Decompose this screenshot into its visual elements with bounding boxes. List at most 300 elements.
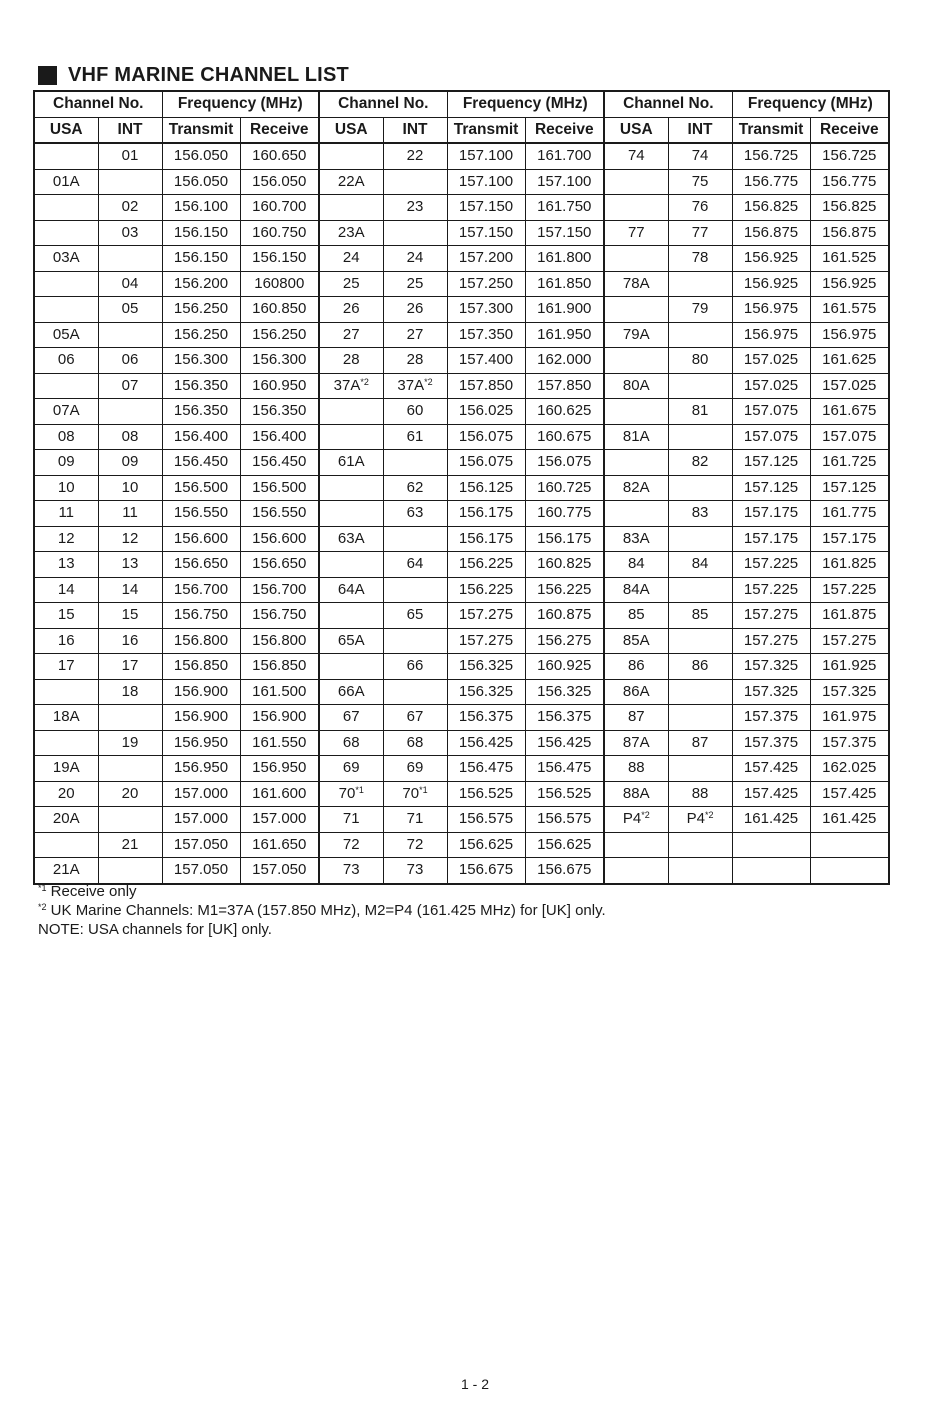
usa-cell: 87 [604, 705, 668, 731]
receive-cell: 156.900 [240, 705, 319, 731]
usa-cell: 61A [319, 450, 383, 476]
int-cell: 27 [383, 322, 447, 348]
transmit-cell: 157.050 [162, 858, 240, 884]
receive-cell: 156.450 [240, 450, 319, 476]
receive-cell: 160.825 [525, 552, 604, 578]
usa-cell [34, 832, 98, 858]
receive-cell: 156.725 [810, 143, 889, 169]
receive-cell: 156.550 [240, 501, 319, 527]
usa-cell [604, 807, 668, 833]
usa-cell: 03A [34, 246, 98, 272]
table-row [34, 220, 889, 246]
transmit-cell: 156.500 [162, 475, 240, 501]
header-frequency: Frequency (MHz) [732, 91, 889, 117]
header-usa: USA [319, 117, 383, 143]
receive-cell: 157.100 [525, 169, 604, 195]
receive-cell: 161.525 [810, 246, 889, 272]
transmit-cell: 156.125 [447, 475, 525, 501]
transmit-cell: 157.075 [732, 399, 810, 425]
table-row [34, 858, 889, 884]
int-cell [98, 756, 162, 782]
int-cell [668, 832, 732, 858]
transmit-cell: 157.400 [447, 348, 525, 374]
receive-cell: 156.700 [240, 577, 319, 603]
transmit-cell: 157.025 [732, 348, 810, 374]
transmit-cell: 157.125 [732, 450, 810, 476]
transmit-cell: 157.250 [447, 271, 525, 297]
header-receive: Receive [240, 117, 319, 143]
receive-cell: 157.150 [525, 220, 604, 246]
int-cell: 12 [98, 526, 162, 552]
transmit-cell: 156.075 [447, 450, 525, 476]
transmit-cell: 157.275 [732, 628, 810, 654]
transmit-cell: 156.525 [447, 781, 525, 807]
int-cell: 65 [383, 603, 447, 629]
transmit-cell: 156.325 [447, 654, 525, 680]
receive-cell: 162.025 [810, 756, 889, 782]
receive-cell [810, 832, 889, 858]
transmit-cell [732, 858, 810, 884]
table-body [34, 143, 889, 884]
footnote-mark: *1 [419, 784, 428, 795]
usa-cell: 19A [34, 756, 98, 782]
receive-cell: 157.025 [810, 373, 889, 399]
table-row [34, 526, 889, 552]
table-row [34, 577, 889, 603]
footnote-receive-only [38, 882, 606, 901]
table-row [34, 399, 889, 425]
header-channel-no: Channel No. [604, 91, 732, 117]
receive-cell: 157.275 [810, 628, 889, 654]
receive-cell: 156.625 [525, 832, 604, 858]
transmit-cell: 156.850 [162, 654, 240, 680]
footnote-usa-note: NOTE: USA channels for [UK] only. [38, 921, 272, 938]
usa-cell: 07A [34, 399, 98, 425]
int-cell: 85 [668, 603, 732, 629]
usa-cell: 10 [34, 475, 98, 501]
table-row [34, 832, 889, 858]
channel-value: P4 [686, 810, 705, 828]
int-cell [383, 450, 447, 476]
channel-value: 70 [402, 784, 420, 802]
receive-cell: 156.475 [525, 756, 604, 782]
int-cell: 28 [383, 348, 447, 374]
usa-cell: 74 [604, 143, 668, 169]
usa-cell [34, 297, 98, 323]
table-header [34, 91, 889, 143]
transmit-cell: 156.250 [162, 297, 240, 323]
receive-cell: 161.625 [810, 348, 889, 374]
table-row [34, 424, 889, 450]
transmit-cell: 157.275 [447, 603, 525, 629]
transmit-cell: 157.075 [732, 424, 810, 450]
table-row [34, 552, 889, 578]
table-row [34, 501, 889, 527]
transmit-cell: 156.050 [162, 169, 240, 195]
transmit-cell: 156.300 [162, 348, 240, 374]
int-cell: 06 [98, 348, 162, 374]
int-cell: 76 [668, 195, 732, 221]
transmit-cell: 161.425 [732, 807, 810, 833]
usa-cell [319, 654, 383, 680]
int-cell: 81 [668, 399, 732, 425]
transmit-cell: 157.850 [447, 373, 525, 399]
transmit-cell: 156.625 [447, 832, 525, 858]
transmit-cell: 157.325 [732, 654, 810, 680]
usa-cell: 67 [319, 705, 383, 731]
int-cell: 18 [98, 679, 162, 705]
transmit-cell: 156.650 [162, 552, 240, 578]
usa-cell: 20 [34, 781, 98, 807]
transmit-cell: 157.225 [732, 577, 810, 603]
usa-cell: 63A [319, 526, 383, 552]
usa-cell: 85 [604, 603, 668, 629]
usa-cell: 86A [604, 679, 668, 705]
transmit-cell: 156.800 [162, 628, 240, 654]
int-cell: 71 [383, 807, 447, 833]
usa-cell: 18A [34, 705, 98, 731]
header-channel-no: Channel No. [319, 91, 447, 117]
receive-cell: 156.275 [525, 628, 604, 654]
int-cell [383, 373, 447, 399]
usa-cell [604, 858, 668, 884]
int-cell: 74 [668, 143, 732, 169]
transmit-cell: 157.000 [162, 781, 240, 807]
receive-cell: 160.625 [525, 399, 604, 425]
int-cell: 16 [98, 628, 162, 654]
transmit-cell: 157.125 [732, 475, 810, 501]
table-row [34, 373, 889, 399]
transmit-cell: 156.675 [447, 858, 525, 884]
receive-cell: 161.950 [525, 322, 604, 348]
receive-cell: 156.500 [240, 475, 319, 501]
footnotes [38, 882, 606, 939]
usa-cell: 88A [604, 781, 668, 807]
usa-cell [319, 399, 383, 425]
usa-cell [319, 552, 383, 578]
receive-cell: 156.650 [240, 552, 319, 578]
receive-cell: 161.900 [525, 297, 604, 323]
int-cell [383, 169, 447, 195]
usa-cell [319, 781, 383, 807]
usa-cell: 08 [34, 424, 98, 450]
transmit-cell: 157.000 [162, 807, 240, 833]
receive-cell: 156.400 [240, 424, 319, 450]
usa-cell: 12 [34, 526, 98, 552]
usa-cell: 79A [604, 322, 668, 348]
footnote-text: Receive only [46, 883, 137, 900]
usa-cell: 84A [604, 577, 668, 603]
usa-cell: 11 [34, 501, 98, 527]
usa-cell: 17 [34, 654, 98, 680]
receive-cell: 157.850 [525, 373, 604, 399]
transmit-cell: 157.050 [162, 832, 240, 858]
usa-cell: 06 [34, 348, 98, 374]
receive-cell: 160.875 [525, 603, 604, 629]
transmit-cell: 156.700 [162, 577, 240, 603]
footnote-mark: *2 [38, 902, 47, 912]
usa-cell [319, 143, 383, 169]
transmit-cell: 157.325 [732, 679, 810, 705]
receive-cell: 157.375 [810, 730, 889, 756]
transmit-cell: 156.150 [162, 246, 240, 272]
table-row [34, 679, 889, 705]
transmit-cell: 156.900 [162, 679, 240, 705]
int-cell: 62 [383, 475, 447, 501]
int-cell: 22 [383, 143, 447, 169]
transmit-cell: 156.225 [447, 577, 525, 603]
receive-cell: 161.800 [525, 246, 604, 272]
int-cell: 13 [98, 552, 162, 578]
receive-cell: 156.300 [240, 348, 319, 374]
receive-cell: 156.675 [525, 858, 604, 884]
transmit-cell: 157.200 [447, 246, 525, 272]
int-cell: 86 [668, 654, 732, 680]
receive-cell: 160.925 [525, 654, 604, 680]
usa-cell [319, 475, 383, 501]
transmit-cell: 156.925 [732, 246, 810, 272]
receive-cell: 161.875 [810, 603, 889, 629]
transmit-cell: 156.925 [732, 271, 810, 297]
header-transmit: Transmit [447, 117, 525, 143]
usa-cell: 72 [319, 832, 383, 858]
table-row [34, 807, 889, 833]
transmit-cell: 156.075 [447, 424, 525, 450]
receive-cell: 156.750 [240, 603, 319, 629]
transmit-cell: 157.025 [732, 373, 810, 399]
header-channel-no: Channel No. [34, 91, 162, 117]
header-int: INT [98, 117, 162, 143]
usa-cell: 01A [34, 169, 98, 195]
usa-cell [34, 730, 98, 756]
int-cell [668, 858, 732, 884]
receive-cell: 156.425 [525, 730, 604, 756]
receive-cell: 161.725 [810, 450, 889, 476]
usa-cell: 84 [604, 552, 668, 578]
footnote-text: UK Marine Channels: M1=37A (157.850 MHz), M2=P4 (161.425 MHz) for [UK] only. [46, 902, 606, 919]
table-row [34, 705, 889, 731]
page-title: VHF MARINE CHANNEL LIST [68, 63, 349, 86]
transmit-cell: 157.425 [732, 781, 810, 807]
transmit-cell: 156.050 [162, 143, 240, 169]
usa-cell: 20A [34, 807, 98, 833]
usa-cell: 24 [319, 246, 383, 272]
table-row [34, 348, 889, 374]
usa-cell: 16 [34, 628, 98, 654]
receive-cell: 156.075 [525, 450, 604, 476]
int-cell [383, 577, 447, 603]
receive-cell: 161.425 [810, 807, 889, 833]
channel-value: 37A [333, 376, 361, 394]
int-cell: 73 [383, 858, 447, 884]
int-cell: 26 [383, 297, 447, 323]
usa-cell: 25 [319, 271, 383, 297]
receive-cell: 161.850 [525, 271, 604, 297]
usa-cell: 15 [34, 603, 98, 629]
header-row-groups [34, 91, 889, 117]
transmit-cell: 156.450 [162, 450, 240, 476]
int-cell: 79 [668, 297, 732, 323]
usa-cell [319, 373, 383, 399]
table-row [34, 730, 889, 756]
transmit-cell: 157.300 [447, 297, 525, 323]
transmit-cell: 157.275 [732, 603, 810, 629]
receive-cell: 160.650 [240, 143, 319, 169]
transmit-cell: 156.250 [162, 322, 240, 348]
int-cell: 01 [98, 143, 162, 169]
usa-cell: 68 [319, 730, 383, 756]
usa-cell [604, 348, 668, 374]
int-cell: 17 [98, 654, 162, 680]
receive-cell: 156.150 [240, 246, 319, 272]
receive-cell: 156.325 [525, 679, 604, 705]
int-cell [383, 220, 447, 246]
usa-cell: 09 [34, 450, 98, 476]
table-row [34, 322, 889, 348]
int-cell [668, 756, 732, 782]
int-cell [383, 781, 447, 807]
transmit-cell: 156.575 [447, 807, 525, 833]
int-cell: 20 [98, 781, 162, 807]
receive-cell: 157.075 [810, 424, 889, 450]
int-cell: 64 [383, 552, 447, 578]
header-int: INT [668, 117, 732, 143]
usa-cell [34, 220, 98, 246]
table-row [34, 603, 889, 629]
receive-cell: 162.000 [525, 348, 604, 374]
receive-cell: 157.325 [810, 679, 889, 705]
transmit-cell: 156.175 [447, 526, 525, 552]
usa-cell [604, 501, 668, 527]
table-row [34, 246, 889, 272]
int-cell [383, 628, 447, 654]
transmit-cell: 156.425 [447, 730, 525, 756]
receive-cell: 156.950 [240, 756, 319, 782]
usa-cell: 88 [604, 756, 668, 782]
int-cell [383, 679, 447, 705]
receive-cell: 161.600 [240, 781, 319, 807]
int-cell: 19 [98, 730, 162, 756]
transmit-cell: 156.200 [162, 271, 240, 297]
int-cell: 09 [98, 450, 162, 476]
int-cell: 88 [668, 781, 732, 807]
transmit-cell: 156.350 [162, 373, 240, 399]
transmit-cell [732, 832, 810, 858]
transmit-cell: 157.150 [447, 220, 525, 246]
header-row-columns [34, 117, 889, 143]
table-row [34, 195, 889, 221]
transmit-cell: 156.950 [162, 756, 240, 782]
receive-cell: 161.925 [810, 654, 889, 680]
int-cell [668, 271, 732, 297]
table-row [34, 450, 889, 476]
receive-cell: 156.850 [240, 654, 319, 680]
int-cell [668, 322, 732, 348]
footnote-uk-channels [38, 901, 606, 920]
int-cell: 07 [98, 373, 162, 399]
transmit-cell: 156.750 [162, 603, 240, 629]
receive-cell: 156.350 [240, 399, 319, 425]
int-cell [98, 169, 162, 195]
header-int: INT [383, 117, 447, 143]
int-cell: 10 [98, 475, 162, 501]
receive-cell: 160800 [240, 271, 319, 297]
receive-cell: 156.250 [240, 322, 319, 348]
usa-cell: 14 [34, 577, 98, 603]
usa-cell: 82A [604, 475, 668, 501]
usa-cell: 85A [604, 628, 668, 654]
transmit-cell: 156.725 [732, 143, 810, 169]
channel-value: 70 [338, 784, 356, 802]
transmit-cell: 157.150 [447, 195, 525, 221]
usa-cell: 27 [319, 322, 383, 348]
transmit-cell: 157.175 [732, 526, 810, 552]
int-cell: 11 [98, 501, 162, 527]
receive-cell: 156.175 [525, 526, 604, 552]
square-bullet-icon [38, 66, 57, 85]
receive-cell: 156.800 [240, 628, 319, 654]
int-cell: 77 [668, 220, 732, 246]
usa-cell: 78A [604, 271, 668, 297]
receive-cell: 160.750 [240, 220, 319, 246]
channel-value: 37A [397, 376, 425, 394]
int-cell: 60 [383, 399, 447, 425]
receive-cell: 156.375 [525, 705, 604, 731]
usa-cell: 86 [604, 654, 668, 680]
int-cell [668, 526, 732, 552]
header-transmit: Transmit [732, 117, 810, 143]
channel-value: P4 [622, 810, 642, 828]
footnote-mark: *1 [38, 883, 47, 893]
transmit-cell: 156.100 [162, 195, 240, 221]
table-row [34, 781, 889, 807]
usa-cell [604, 450, 668, 476]
transmit-cell: 157.425 [732, 756, 810, 782]
transmit-cell: 156.350 [162, 399, 240, 425]
receive-cell: 157.050 [240, 858, 319, 884]
int-cell [668, 577, 732, 603]
receive-cell: 161.500 [240, 679, 319, 705]
int-cell: 02 [98, 195, 162, 221]
section-title [38, 62, 349, 88]
transmit-cell: 156.975 [732, 297, 810, 323]
receive-cell: 161.700 [525, 143, 604, 169]
receive-cell: 156.825 [810, 195, 889, 221]
int-cell [668, 679, 732, 705]
receive-cell: 157.125 [810, 475, 889, 501]
usa-cell: 64A [319, 577, 383, 603]
usa-cell: 83A [604, 526, 668, 552]
footnote-mark: *2 [704, 810, 714, 821]
transmit-cell: 156.600 [162, 526, 240, 552]
transmit-cell: 157.350 [447, 322, 525, 348]
transmit-cell: 156.950 [162, 730, 240, 756]
receive-cell: 161.750 [525, 195, 604, 221]
receive-cell: 157.175 [810, 526, 889, 552]
usa-cell [319, 603, 383, 629]
int-cell: 82 [668, 450, 732, 476]
int-cell: 14 [98, 577, 162, 603]
int-cell: 78 [668, 246, 732, 272]
int-cell: 08 [98, 424, 162, 450]
usa-cell [319, 501, 383, 527]
int-cell [668, 807, 732, 833]
footnote-mark: *2 [641, 810, 650, 821]
receive-cell: 160.850 [240, 297, 319, 323]
receive-cell: 160.675 [525, 424, 604, 450]
transmit-cell: 156.475 [447, 756, 525, 782]
int-cell: 23 [383, 195, 447, 221]
